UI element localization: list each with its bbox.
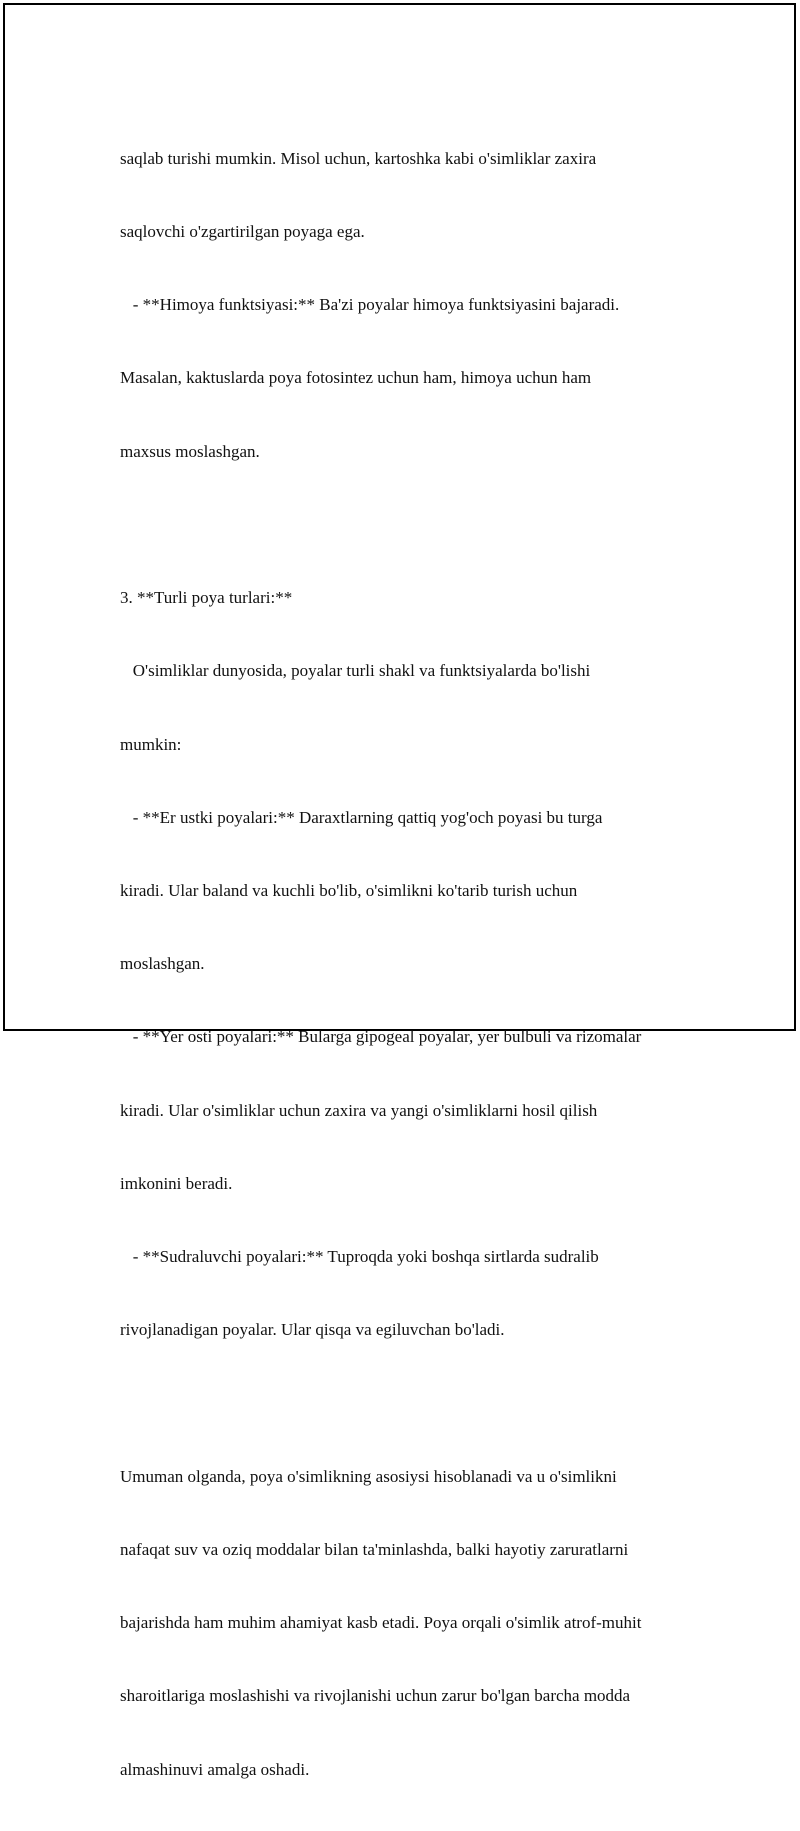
blank-line bbox=[120, 513, 700, 537]
text-line: rivojlanadigan poyalar. Ular qisqa va egiluvchan bo'ladi. bbox=[120, 1320, 505, 1340]
text-line: saqlab turishi mumkin. Misol uchun, kartoshka kabi o'simliklar zaxira bbox=[120, 148, 597, 168]
document-page bbox=[3, 3, 796, 1779]
blank-line bbox=[120, 1392, 700, 1416]
document-body bbox=[120, 98, 700, 1831]
text-line: bajarishda ham muhim ahamiyat kasb etadi. Poya orqali o'simlik atrof-muhit bbox=[120, 1613, 642, 1633]
text-line: nafaqat suv va oziq moddalar bilan ta'minlashda, balki hayotiy zaruratlarni bbox=[120, 1539, 629, 1559]
text-line: Umuman olganda, poya o'simlikning asosiysi hisoblanadi va u o'simlikni bbox=[120, 1466, 617, 1486]
text-line: Masalan, kaktuslarda poya fotosintez uchun ham, himoya uchun ham bbox=[120, 368, 592, 388]
text-line: - **Er ustki poyalari:** Daraxtlarning qattiq yog'och poyasi bu turga bbox=[120, 807, 603, 827]
section-heading: 3. **Turli poya turlari:** bbox=[120, 588, 293, 608]
text-line: imkonini beradi. bbox=[120, 1173, 233, 1193]
text-line: mumkin: bbox=[120, 734, 182, 754]
text-line: - **Himoya funktsiyasi:** Ba'zi poyalar himoya funktsiyasini bajaradi. bbox=[120, 295, 620, 315]
text-line: sharoitlariga moslashishi va rivojlanishi uchun zarur bo'lgan barcha modda bbox=[120, 1686, 631, 1706]
text-line: almashinuvi amalga oshadi. bbox=[120, 1759, 310, 1779]
text-line: moslashgan. bbox=[120, 954, 205, 974]
text-line: saqlovchi o'zgartirilgan poyaga ega. bbox=[120, 222, 365, 242]
text-line: maxsus moslashgan. bbox=[120, 441, 260, 461]
text-line: kiradi. Ular baland va kuchli bo'lib, o'simlikni ko'tarib turish uchun bbox=[120, 880, 578, 900]
text-line: O'simliklar dunyosida, poyalar turli shakl va funktsiyalarda bo'lishi bbox=[120, 661, 591, 681]
text-line: kiradi. Ular o'simliklar uchun zaxira va yangi o'simliklarni hosil qilish bbox=[120, 1100, 598, 1120]
text-line: - **Yer osti poyalari:** Bularga gipogeal poyalar, yer bulbuli va rizomalar bbox=[120, 1027, 642, 1047]
text-line: - **Sudraluvchi poyalari:** Tuproqda yoki boshqa sirtlarda sudralib bbox=[120, 1247, 599, 1267]
